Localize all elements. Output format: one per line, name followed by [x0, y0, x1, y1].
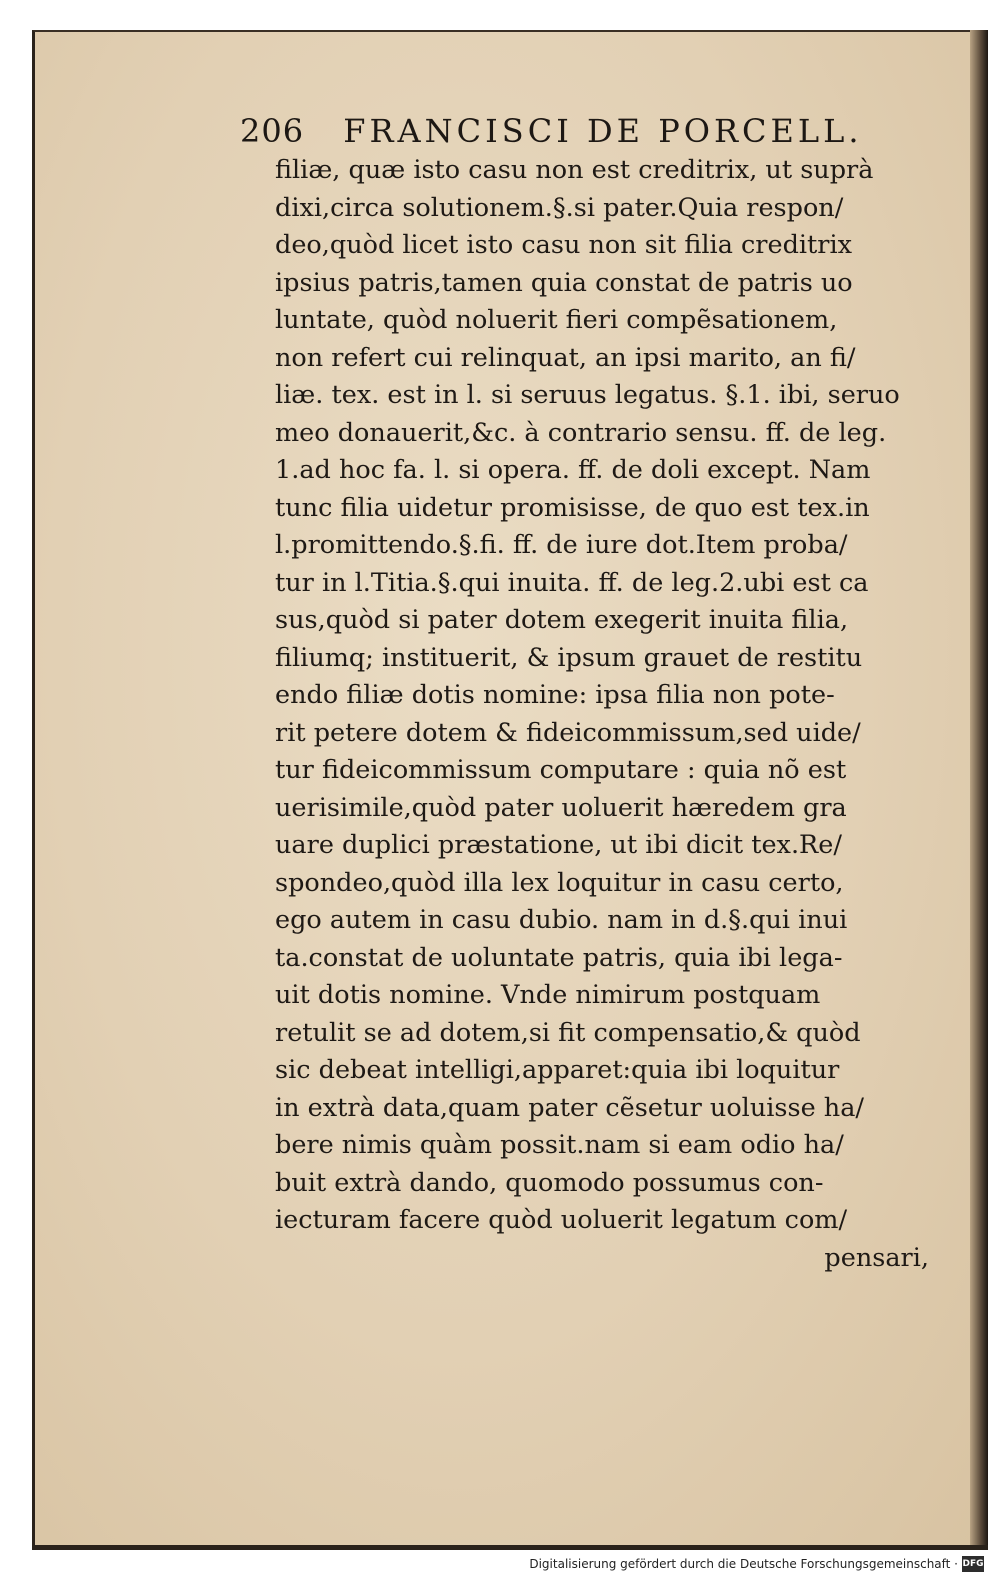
text-line-8: meo donauerit,&c. à contrario sensu. ff. de leg. [275, 417, 887, 448]
text-line-20: spondeo,quòd illa lex loquitur in casu certo, [275, 867, 844, 898]
text-line-10: tunc filia uidetur promisisse, de quo est tex.in [275, 492, 870, 523]
dfg-logo-icon: DFG [962, 1556, 984, 1572]
text-line-15: endo filiæ dotis nomine: ipsa filia non pote- [275, 680, 835, 710]
text-line-12: tur in l.Titia.§.qui inuita. ff. de leg.2.ubi est ca [275, 567, 869, 598]
text-line-11: l.promittendo.§.fi. ff. de iure dot.Item proba/ [275, 530, 848, 560]
text-line-14: filiumq; instituerit, & ipsum grauet de restitu [275, 642, 863, 673]
text-line-26: in extrà data,quam pater cẽsetur uoluisse ha/ [275, 1092, 864, 1123]
text-line-6: non refert cui relinquat, an ipsi marito, an fi/ [275, 342, 856, 373]
text-line-16: rit petere dotem & fideicommissum,sed uide/ [275, 717, 861, 748]
running-title: FRANCISCI DE PORCELL. [343, 112, 863, 150]
text-line-23: uit dotis nomine. Vnde nimirum postquam [275, 980, 821, 1010]
text-line-13: sus,quòd si pater dotem exegerit inuita filia, [275, 605, 849, 635]
text-line-4: ipsius patris,tamen quia constat de patris uo [275, 267, 853, 298]
text-block [275, 152, 935, 1277]
text-line-19: uare duplici præstatione, ut ibi dicit tex.Re/ [275, 830, 842, 860]
footer-credit: Digitalisierung gefördert durch die Deutsche Forschungsgemeinschaft · [529, 1557, 958, 1571]
text-line-17: tur fideicommissum computare : quia nõ est [275, 755, 847, 785]
text-line-9: 1.ad hoc fa. l. si opera. ff. de doli except. Nam [275, 455, 871, 485]
text-line-2: dixi,circa solutionem.§.si pater.Quia respon/ [275, 192, 844, 223]
text-line-1: filiæ, quæ isto casu non est creditrix, ut suprà [275, 155, 874, 185]
text-line-28: buit extrà dando, quomodo possumus con- [275, 1167, 824, 1198]
text-line-3: deo,quòd licet isto casu non sit filia creditrix [275, 230, 853, 260]
text-line-18: uerisimile,quòd pater uoluerit hæredem gra [275, 792, 847, 823]
text-line-24: retulit se ad dotem,si fit compensatio,& quòd [275, 1017, 861, 1048]
text-line-25: sic debeat intelligi,apparet:quia ibi loquitur [275, 1055, 840, 1085]
text-line-22: ta.constat de uoluntate patris, quia ibi lega- [275, 942, 843, 973]
text-line-5: luntate, quòd noluerit fieri compẽsationem, [275, 305, 838, 335]
running-head [240, 112, 863, 150]
text-line-27: bere nimis quàm possit.nam si eam odio ha/ [275, 1130, 844, 1160]
page-edge-right [970, 30, 988, 1550]
text-line-29: iecturam facere quòd uoluerit legatum com/ [275, 1205, 848, 1235]
page-edge-bottom [32, 1545, 988, 1550]
catchword: pensari, [824, 1242, 929, 1273]
page-number: 206 [240, 112, 305, 150]
text-line-21: ego autem in casu dubio. nam in d.§.qui inui [275, 905, 848, 935]
text-line-7: liæ. tex. est in l. si seruus legatus. §.1. ibi, seruo [275, 380, 900, 410]
